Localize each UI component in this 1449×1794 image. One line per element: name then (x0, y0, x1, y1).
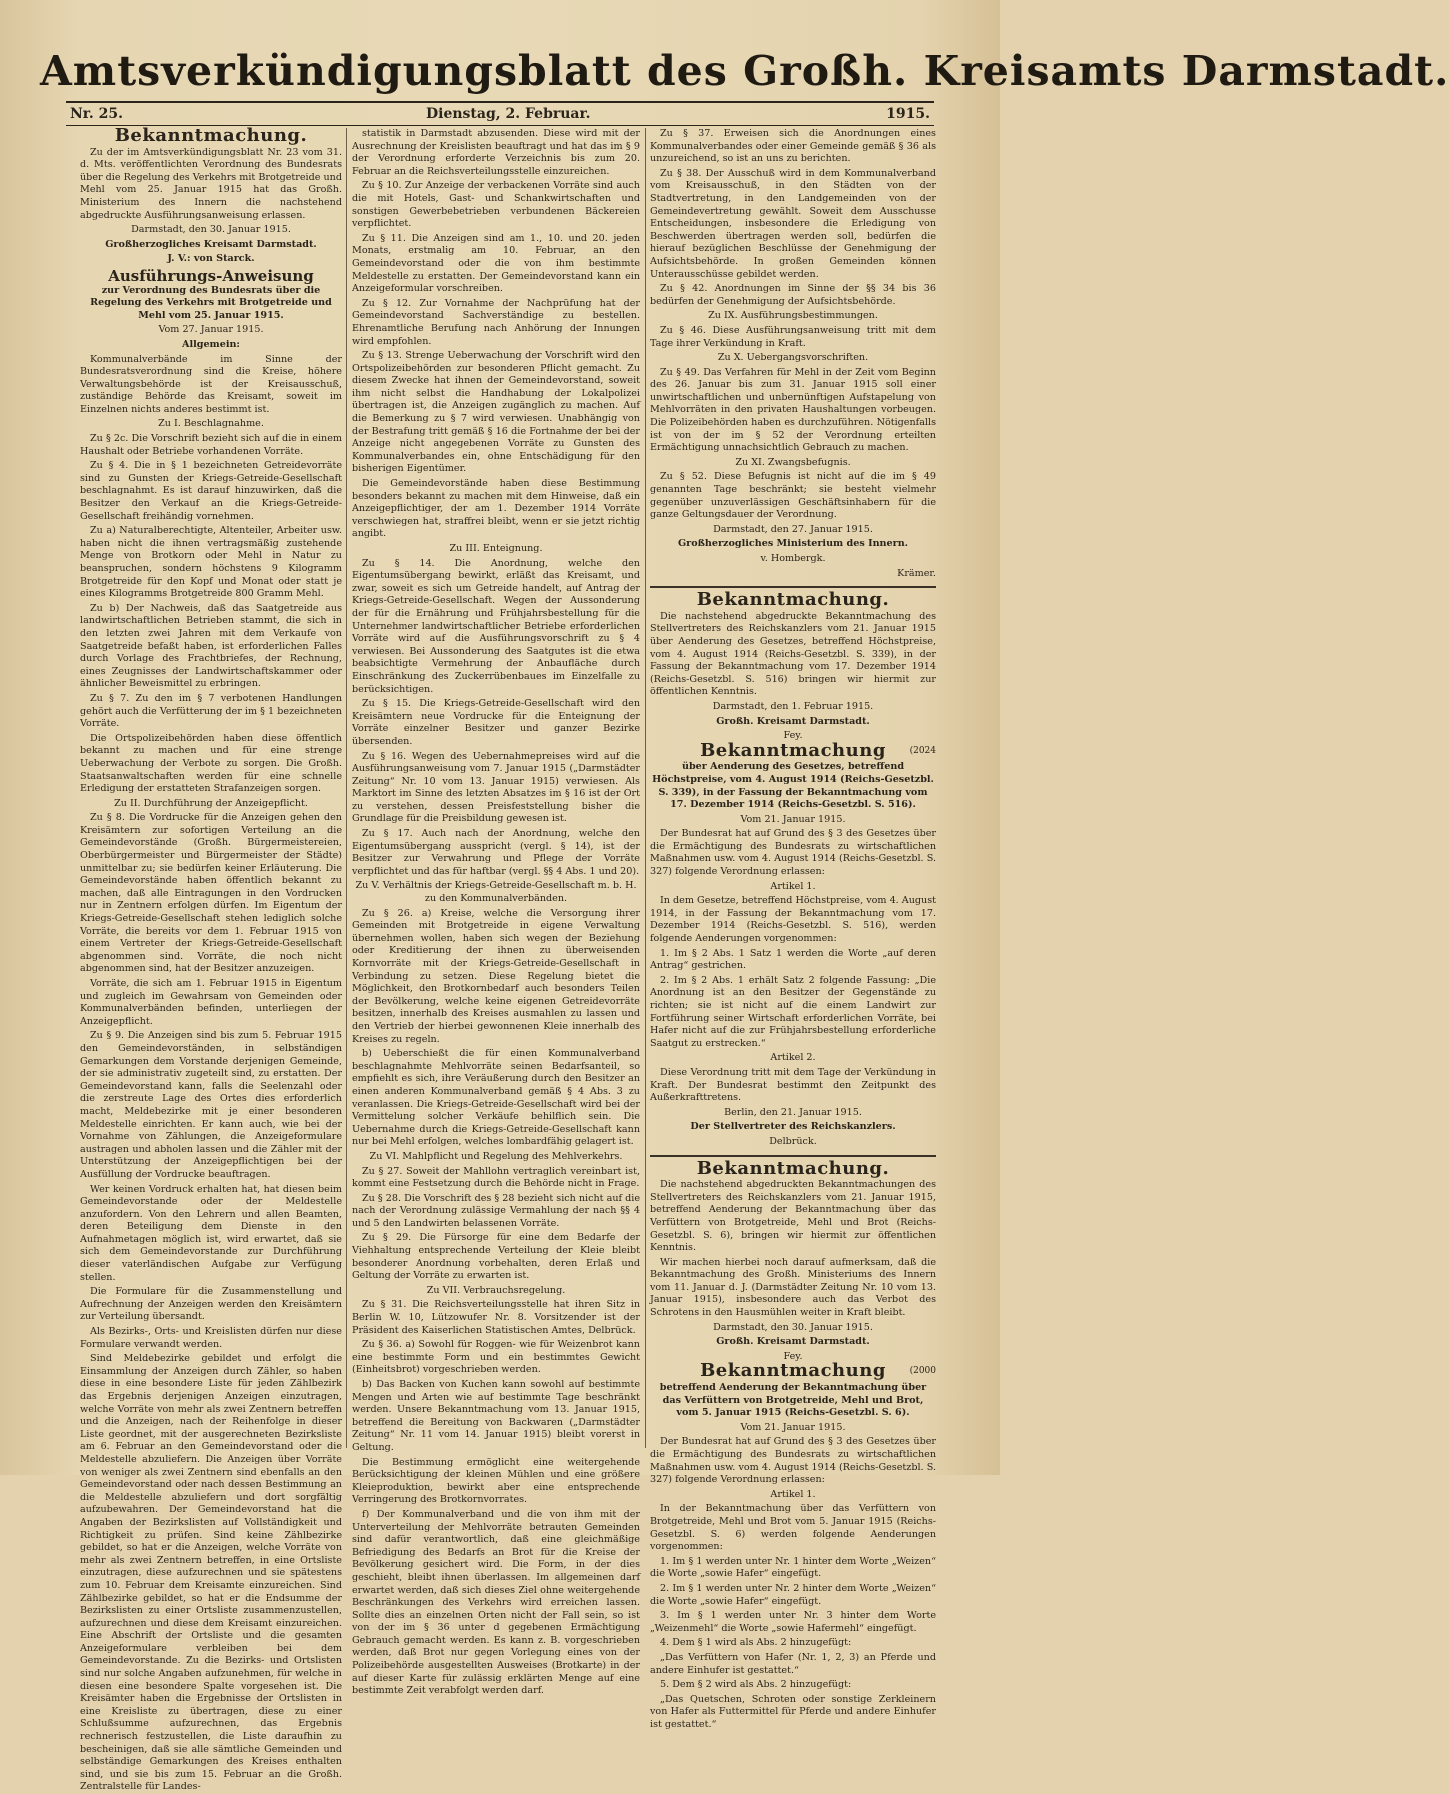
signer: J. V.: von Starck. (167, 253, 255, 265)
column-1 (80, 125, 342, 1793)
paragraph: 4. Dem § 1 wird als Abs. 2 hinzugefügt: (660, 1637, 852, 1649)
paragraph: Zu § 29. Die Fürsorge für eine dem Bedarfe der Viehhaltung entsprechende Verteilung der Kleie bleibt besonderer Anordnung vorbehalten, deren Erlaß und Geltung der Vorräte zu erwarten ist. (352, 1232, 640, 1282)
paragraph: „Das Verfüttern von Hafer (Nr. 1, 2, 3) an Pferde und andere Einhufer ist gestattet.“ (650, 1651, 936, 1676)
issue-date-bar (66, 101, 934, 126)
notice-heading: Bekanntmachung. (696, 1157, 890, 1179)
date-line: Berlin, den 21. Januar 1915. (724, 1106, 862, 1118)
paragraph: 1. Im § 2 Abs. 1 Satz 1 werden die Worte „auf deren Antrag“ gestrichen. (650, 947, 936, 972)
signature: Der Stellvertreter des Reichskanzlers. (690, 1121, 896, 1133)
section-heading: Zu IX. Ausführungsbestimmungen. (708, 310, 878, 322)
issue-number: Nr. 25. (70, 106, 123, 122)
paragraph: „Das Quetschen, Schroten oder sonstige Zerkleinern von Hafer als Futtermittel für Pferde und andere Einhufer ist gestattet.“ (650, 1693, 936, 1730)
paragraph: b) Das Backen von Kuchen kann sowohl auf bestimmte Mengen und Arten wie auf bestimmte Tage beschränkt werden. Unsere Bekanntmachung vom 13. Januar 1915, betreffend die Bereitung von Backwaren („Darmstädter Zeitung“ Nr. 11 vom 14. Januar 1915) bleibt vorerst in Geltung. (352, 1379, 640, 1453)
paragraph: Zu § 37. Erweisen sich die Anordnungen eines Kommunalverbandes oder einer Gemeinde gemäß § 36 als unzureichend, so ist an uns zu berichten. (650, 128, 936, 165)
signer: Fey. (783, 730, 803, 742)
signer: Delbrück. (769, 1135, 817, 1147)
paragraph: Wer keinen Vordruck erhalten hat, hat diesen beim Gemeindevorstande oder der Meldestelle anzufordern. Von den Lehrern und allen Beamten, deren Beteiligung dem Dienste in den Aufnahmetagen möglich ist, wird erwartet, daß sie sich dem Gemeindevorstande zur Durchführung dieser vaterländischen Aufgabe zur Verfügung stellen. (80, 1183, 342, 1283)
paragraph: Zu § 2c. Die Vorschrift bezieht sich auf die in einem Haushalt oder Betriebe vorhandenen Vorräte. (80, 433, 342, 457)
signature: Großh. Kreisamt Darmstadt. (716, 1336, 870, 1348)
paragraph: f) Der Kommunalverband und die von ihm mit der Unterverteilung der Mehlvorräte betrauten Gemeinden sind dafür verantwortlich, daß eine gleichmäßige Befriedigung des Bedarfs an Brot für die Kreise der Bevölkerung gesichert wird. Die Form, in der dies geschieht, bleibt ihnen überlassen. Im allgemeinen darf erwartet werden, daß sich dieses Ziel ohne weitergehende Beschränkungen des Verkehrs wird erreichen lassen. Sollte dies an einzelnen Orten nicht der Fall sein, so ist von der im § 36 unter d gegebenen Ermächtigung Gebrauch gemacht werden. Es kann z. B. vorgeschrieben werden, daß Brot nur gegen Vorlegung eines von der Polizeibehörde ausgestellten Ausweises (Brotkarte) in der auf dieser Karte für zulässig erklärten Menge auf eine bestimmte Zeit verabfolgt werden darf. (352, 1508, 640, 1697)
paragraph: Zu § 28. Die Vorschrift des § 28 bezieht sich nicht auf die nach der Verordnung zulässige Vermahlung der nach §§ 4 und 5 den Landwirten belassenen Vorräte. (352, 1192, 640, 1229)
notice-heading-row (650, 1360, 936, 1382)
paragraph: Zu § 31. Die Reichsverteilungsstelle hat ihren Sitz in Berlin W. 10, Lützowufer Nr. 8. Vorsitzender ist der Präsident des Kaiserlichen Statistischen Amtes, Delbrück. (352, 1299, 640, 1336)
paragraph: Vorräte, die sich am 1. Februar 1915 in Eigentum und zugleich im Gewahrsam von Gemeinden oder Kommunalverbänden befinden, unterliegen der Anzeigepflicht. (80, 978, 342, 1027)
issue-year: 1915. (886, 106, 930, 122)
paragraph: Die nachstehend abgedruckte Bekanntmachung des Stellvertreters des Reichskanzlers vom 21. Januar 1915 über Aenderung des Gesetzes, betreffend Höchstpreise, vom 4. August 1914 (Reichs-Gesetzbl. S. 339), in der Fassung der Bekanntmachung vom 17. Dezember 1914 (Reichs-Gesetzbl. S. 516) bringen wir hiermit zur öffentlichen Kenntnis. (650, 610, 936, 698)
paragraph: Zu § 38. Der Ausschuß wird in dem Kommunalverband vom Kreisausschuß, in den Städten von der Stadtvertretung, in den Landgemeinden von der Gemeindevertretung gewählt. Soweit dem Ausschusse Entscheidungen, insbesondere die Erledigung von Beschwerden übertragen werden soll, bedürfen die hierauf bezüglichen Beschlüsse der Genehmigung der Aufsichtsbehörde. In großen Gemeinden können Unterausschüsse gebildet werden. (650, 167, 936, 280)
paragraph: Zu § 15. Die Kriegs-Getreide-Gesellschaft wird den Kreisämtern neue Vordrucke für die Enteignung der Vorräte einzelner Besitzer und ganzer Bezirke übersenden. (352, 698, 640, 747)
column-divider (645, 128, 646, 1448)
paragraph: Zu § 11. Die Anzeigen sind am 1., 10. und 20. jeden Monats, erstmalig am 10. Februar, an den Gemeindevorstand oder die von ihm bestimmte Meldestelle zu erstatten. Der Gemeindevorstand kann ein Anzeigeformular vorschreiben. (352, 232, 640, 295)
paragraph: Zu b) Der Nachweis, daß das Saatgetreide aus landwirtschaftlichen Betrieben stammt, die sich in den letzten zwei Jahren mit dem Verkaufe von Saatgetreide befaßt haben, ist erforderlichen Falles durch Vorlage des Frachtbriefes, der Rechnung, eines Zeugnisses der Landwirtschaftskammer oder ähnlicher Beweismittel zu erbringen. (80, 602, 342, 690)
paragraph: Zu § 13. Strenge Ueberwachung der Vorschrift wird den Ortspolizeibehörden zur besonderen Pflicht gemacht. Zu diesem Zwecke hat ihnen der Gemeindevorstand, soweit ihm nicht selbst die Handhabung der Lokalpolizei übertragen ist, die Anzeigen zugänglich zu machen. Auf die Bemerkung zu § 7 wird verwiesen. Unabhängig von der Bestrafung tritt gemäß § 16 die Fortnahme der bei der Anzeige nicht angegebenen Vorräte zu Gunsten des Kommunalverbandes ein, ohne Entschädigung für den bisherigen Eigentümer. (352, 350, 640, 475)
signature: Großh. Kreisamt Darmstadt. (716, 715, 870, 727)
section-heading: Zu VI. Mahlpflicht und Regelung des Mehlverkehrs. (369, 1150, 623, 1162)
paragraph: 2. Im § 2 Abs. 1 erhält Satz 2 folgende Fassung: „Die Anordnung ist an den Besitzer der Gegenstände zu richten; sie ist nicht auf die einem Landwirt zur Fortführung seiner Wirtschaft erforderlichen Vorräte, bei Hafer nicht auf die zur Frühjahrsbestellung erforderliche Saatgut zu erstrecken.“ (650, 974, 936, 1049)
paragraph: Zu § 16. Wegen des Uebernahmepreises wird auf die Ausführungsanweisung vom 7. Januar 1915 („Darmstädter Zeitung“ Nr. 10 vom 13. Januar 1915) verwiesen. Als Marktort im Sinne des letzten Absatzes im § 16 ist der Ort zu verstehen, dessen Preisfeststellung bisher die Grundlage für die Preisbildung gewesen ist. (352, 750, 640, 825)
notice-heading: Bekanntmachung (700, 1360, 886, 1382)
paragraph: Zu § 26. a) Kreise, welche die Versorgung ihrer Gemeinden mit Brotgetreide in eigene Verwaltung übernehmen wollen, haben sich wegen der Beziehung oder Kreditierung der ihnen zu überweisenden Kornvorräte mit der Kriegs-Getreide-Gesellschaft in Verbindung zu setzen. Diese Regelung bietet die Möglichkeit, den Brotkornbedarf auch besonders Teilen der Bevölkerung, welche keine eigenen Getreidevorräte besitzen, innerhalb des Kreises ausmahlen zu lassen und den Vertrieb der hierbei gewonnenen Kleie innerhalb des Kreises zu regeln. (352, 907, 640, 1045)
paragraph: Die nachstehend abgedruckten Bekanntmachungen des Stellvertreters des Reichskanzlers vom 21. Januar 1915, betreffend Aenderung der Bekanntmachung über das Verfüttern von Brotgetreide, Mehl und Brot (Reichs-Gesetzbl. S. 6), bringen wir hiermit zur öffentlichen Kenntnis. (650, 1179, 936, 1254)
paragraph: Wir machen hierbei noch darauf aufmerksam, daß die Bekanntmachung des Großh. Ministeriums des Innern vom 11. Januar d. J. (Darmstädter Zeitung Nr. 10 vom 13. Januar 1915), insbesondere auch das Verbot des Schrotens in den Hausmühlen weiter in Kraft bleibt. (650, 1256, 936, 1319)
paragraph: Kommunalverbände im Sinne der Bundesratsverordnung sind die Kreise, höhere Verwaltungsbehörde ist der Kreisausschuß, zuständige Behörde das Kreisamt, soweit im Einzelnen nichts anderes bestimmt ist. (80, 353, 342, 415)
paragraph: Zu § 14. Die Anordnung, welche den Eigentumsübergang bewirkt, erläßt das Kreisamt, und zwar, soweit es sich um Getreide handelt, auf Antrag der Kriegs-Getreide-Gesellschaft. Wegen der Aussonderung der für die Ernährung und Frühjahrsbestellung für die Unternehmer landwirtschaftlicher Betriebe erforderlichen Vorräte wird auf die Ausführungsvorschrift zu § 4 verwiesen. Bei Aussonderung des Saatgutes ist die etwa beabsichtigte Vermehrung der Anbaufläche durch Einschränkung des Zuckerrübenbaues im Einzelfalle zu berücksichtigen. (352, 557, 640, 695)
paragraph: statistik in Darmstadt abzusenden. Diese wird mit der Ausrechnung der Kreislisten beauftragt und hat das im § 9 der Verordnung erforderte Verzeichnis bis zum 20. Februar an die Reichsverteilungsstelle einzureichen. (352, 128, 640, 177)
masthead-title: Amtsverkündigungsblatt des Großh. Kreisamts Darmstadt. (40, 47, 1449, 95)
sub-intro: zur Verordnung des Bundesrats über die Regelung des Verkehrs mit Brotgetreide und Mehl vom 25. Januar 1915. (90, 284, 332, 321)
paragraph: Zu der im Amtsverkündigungsblatt Nr. 23 vom 31. d. Mts. veröffentlichten Verordnung des Bundesrats über die Regelung des Verkehrs mit Brotgetreide und Mehl vom 25. Januar 1915 hat das Großh. Ministerium des Innern die nachstehend abgedruckte Ausführungsanweisung erlassen. (80, 146, 342, 221)
paragraph: In dem Gesetze, betreffend Höchstpreise, vom 4. August 1914, in der Fassung der Bekanntmachung vom 17. Dezember 1914 (Reichs-Gesetzbl. S. 516), werden folgende Aenderungen vorgenommen: (650, 895, 936, 945)
paragraph: Die Gemeindevorstände haben diese Bestimmung besonders bekannt zu machen mit dem Hinweise, daß ein Anzeigepflichtiger, der am 1. Dezember 1914 Vorräte verschwiegen hat, straffrei bleibt, wenn er sie jetzt richtig angibt. (352, 478, 640, 540)
date-line: Vom 21. Januar 1915. (740, 1421, 846, 1433)
notice-number: (2024 (909, 745, 936, 756)
notice-heading: Bekanntmachung. (696, 589, 890, 611)
section-heading: Zu X. Uebergangsvorschriften. (717, 352, 869, 364)
paragraph: Zu § 10. Zur Anzeige der verbackenen Vorräte sind auch die mit Hotels, Gast- und Schankwirtschaften und sonstigen Gewerbebetrieben verbundenen Bäckereien verpflichtet. (352, 180, 640, 230)
paragraph: Die Formulare für die Zusammenstellung und Aufrechnung der Anzeigen werden den Kreisämtern zur Verteilung übersandt. (80, 1286, 342, 1323)
paragraph: Zu § 27. Soweit der Mahllohn vertraglich vereinbart ist, kommt eine Festsetzung durch die Behörde nicht in Frage. (352, 1165, 640, 1190)
sub-heading: Ausführungs-Anweisung (108, 266, 314, 285)
paragraph: Sind Meldebezirke gebildet und erfolgt die Einsammlung der Anzeigen durch Zähler, so haben diese in eine besondere Liste für jeden Zählbezirk das Ergebnis derjenigen Anzeigen einzutragen, welche Vorräte von mehr als zwei Zentnern betreffen und die Anzeigen, nach der Reihenfolge in dieser Liste geordnet, mit der ausgerechneten Bezirksliste am 6. Februar an den Gemeindevorstand oder die Meldestelle abzuliefern. Die Anzeigen über Vorräte von weniger als zwei Zentnern sind ebenfalls an den Gemeindevorstand oder nach dessen Bestimmung an die Meldestelle abzuliefern und dort sorgfältig aufzubewahren. Der Gemeindevorstand hat die Angaben der Bezirkslisten auf Vollständigkeit und Richtigkeit zu prüfen. Sind keine Zählbezirke gebildet, so hat er die Anzeigen, welche Vorräte von mehr als zwei Zentnern betreffen, in eine Ortsliste einzutragen, diese aufzurechnen und sie spätestens zum 10. Februar dem Kreisamte einzureichen. Sind Zählbezirke gebildet, so hat er die Endsumme der Bezirkslisten zu einer Ortsliste zusammenzustellen, aufzurechnen und diese dem Kreisamt einzureichen. Eine Abschrift der Ortsliste und die gesamten Anzeigeformulare verbleiben bei dem Gemeindevorstande. Zu die Bezirks- und Ortslisten sind nur solche Angaben aufzunehmen, für welche in diesen eine besondere Spalte vorgesehen ist. Die Kreisämter haben die Ergebnisse der Ortslisten in eine Kreisliste zu übertragen, diese zu einer Schlußsumme aufzurechnen, das Ergebnis rechnerisch festzustellen, die Liste daraufhin zu bescheinigen, daß sie alle sämtliche Gemeinden und selbständige Gemarkungen des Kreises enthalten sind, und sie bis zum 15. Februar an die Großh. Zentralstelle für Landes- (80, 1353, 342, 1793)
issue-date: Dienstag, 2. Februar. (426, 106, 591, 122)
section-heading: Zu VII. Verbrauchsregelung. (426, 1284, 566, 1296)
section-heading: Zu III. Enteignung. (449, 543, 543, 554)
section-heading: Zu I. Beschlagnahme. (158, 418, 264, 430)
paragraph: Zu § 9. Die Anzeigen sind bis zum 5. Februar 1915 den Gemeindevorständen, in selbständigen Gemarkungen dem Vorstande derjenigen Gemeinde, der sie administrativ zugeteilt sind, zu erstatten. Der Gemeindevorstand kann, falls die Seelenzahl oder die zerstreute Lage des Ortes dies erforderlich macht, Meldebezirke mit je einer besonderen Meldestelle einrichten. Er kann auch, wie bei der Vornahme von Zählungen, die Anzeigeformulare austragen und abholen lassen und die Zähler mit der Unterstützung der Anzeigepflichtigen bei der Ausfüllung der Vordrucke beauftragen. (80, 1030, 342, 1180)
article-heading: Artikel 2. (770, 1052, 816, 1064)
signer: Fey. (783, 1350, 803, 1362)
section-divider (650, 1155, 936, 1157)
paragraph: Zu a) Naturalberechtigte, Altenteiler, Arbeiter usw. haben nicht die ihnen vertragsmäßig zustehende Menge von Brotkorn oder Mehl in Natur zu beanspruchen, sondern höchstens 9 Kilogramm Brotgetreide für den Kopf und Monat oder statt je eines Kilogramms Brotgetreide 800 Gramm Mehl. (80, 525, 342, 600)
section-heading: Allgemein: (182, 338, 240, 350)
column-3 (650, 128, 936, 1730)
paragraph: Zu § 12. Zur Vornahme der Nachprüfung hat der Gemeindevorstand Sachverständige zu bestellen. Ehrenamtliche Berufung nach Anhörung der Innungen wird empfohlen. (352, 297, 640, 347)
paragraph: 2. Im § 1 werden unter Nr. 2 hinter dem Worte „Weizen“ die Worte „sowie Hafer“ eingefügt. (650, 1582, 936, 1607)
signer: Krämer. (897, 567, 936, 579)
column-2 (352, 128, 640, 1697)
paragraph: Zu § 4. Die in § 1 bezeichneten Getreidevorräte sind zu Gunsten der Kriegs-Getreide-Gesellschaft beschlagnahmt. Es ist darauf hinzuwirken, daß die Besitzer den Verkauf an die Kriegs-Getreide-Gesellschaft freihändig vornehmen. (80, 460, 342, 522)
paragraph: Zu § 42. Anordnungen im Sinne der §§ 34 bis 36 bedürfen der Genehmigung der Aufsichtsbehörde. (650, 283, 936, 307)
signature: Großherzogliches Kreisamt Darmstadt. (105, 238, 317, 250)
paragraph: Zu § 36. a) Sowohl für Roggen- wie für Weizenbrot kann eine bestimmte Form und ein bestimmtes Gewicht (Einheitsbrot) vorgeschrieben werden. (352, 1339, 640, 1376)
paragraph: In der Bekanntmachung über das Verfüttern von Brotgetreide, Mehl und Brot vom 5. Januar 1915 (Reichs-Gesetzbl. S. 6) werden folgende Aenderungen vorgenommen: (650, 1503, 936, 1553)
date-line: Vom 21. Januar 1915. (740, 813, 846, 825)
section-heading: Zu XI. Zwangsbefugnis. (735, 456, 851, 468)
paragraph: Zu § 8. Die Vordrucke für die Anzeigen gehen den Kreisämtern zur sofortigen Verteilung an die Gemeindevorstände (Großh. Bürgermeistereien, Oberbürgermeister und Bürgermeister der Städte) unmittelbar zu; sie bedürfen keiner Erläuterung. Die Gemeindevorstände haben öffentlich bekannt zu machen, daß alle Eintragungen in den Vordrucken nur in Zentnern erfolgen dürfen. Im Eigentum der Kriegs-Getreide-Gesellschaft stehen lediglich solche Vorräte, die bereits vor dem 1. Februar 1915 von einem Vertreter der Kriegs-Getreide-Gesellschaft abgenommen sind. Vorräte, die noch nicht abgenommen sind, hat der Besitzer anzuzeigen. (80, 812, 342, 975)
signature: Großherzogliches Ministerium des Innern. (677, 538, 909, 550)
paragraph: Zu § 46. Diese Ausführungsanweisung tritt mit dem Tage ihrer Verkündung in Kraft. (650, 324, 936, 349)
section-heading: Zu V. Verhältnis der Kriegs-Getreide-Gesellschaft m. b. H. zu den Kommunalverbänden. (355, 880, 637, 905)
notice-heading: Bekanntmachung (700, 739, 886, 761)
notice-heading-row (650, 739, 936, 761)
notice-subject: betreffend Aenderung der Bekanntmachung über das Verfüttern von Brotgetreide, Mehl und Brot, vom 5. Januar 1915 (Reichs-Gesetzbl. S. 6). (659, 1382, 927, 1419)
article-heading: Artikel 1. (770, 880, 816, 892)
paragraph: Die Bestimmung ermöglicht eine weitergehende Berücksichtigung der kleinen Mühlen und eine größere Kleieproduktion, bewirkt aber eine entsprechende Verringerung des Brotkornvorrates. (352, 1456, 640, 1506)
date-line: Darmstadt, den 1. Februar 1915. (712, 700, 874, 712)
paragraph: Als Bezirks-, Orts- und Kreislisten dürfen nur diese Formulare verwandt werden. (80, 1326, 342, 1350)
paragraph: Zu § 17. Auch nach der Anordnung, welche den Eigentumsübergang ausspricht (vergl. § 14), ist der Besitzer zur Verwahrung und Pflege der Vorräte verpflichtet und das für haftbar (vergl. §§ 4 Abs. 1 und 20). (352, 828, 640, 877)
paragraph: Zu § 52. Diese Befugnis ist nicht auf die im § 49 genannten Tage beschränkt; sie besteht vielmehr gegenüber unzuverlässigen Geschäftsinhabern für die ganze Geltungsdauer der Verordnung. (650, 471, 936, 521)
paragraph: Zu § 7. Zu den im § 7 verbotenen Handlungen gehört auch die Verfütterung der im § 1 bezeichneten Vorräte. (80, 692, 342, 730)
notice-number: (2000 (909, 1366, 936, 1377)
paragraph: Der Bundesrat hat auf Grund des § 3 des Gesetzes über die Ermächtigung des Bundesrats zu wirtschaftlichen Maßnahmen usw. vom 4. August 1914 (Reichs-Gesetzbl. S. 327) folgende Verordnung erlassen: (650, 828, 936, 878)
sub-date: Vom 27. Januar 1915. (158, 324, 264, 336)
paragraph: 3. Im § 1 werden unter Nr. 3 hinter dem Worte „Weizenmehl“ die Worte „sowie Hafermehl“ eingefügt. (650, 1610, 936, 1634)
column-divider (346, 128, 347, 1448)
signer: v. Hombergk. (760, 553, 826, 564)
section-heading: Zu II. Durchführung der Anzeigepflicht. (114, 797, 308, 809)
paragraph: b) Ueberschießt die für einen Kommunalverband beschlagnahmte Mehlvorräte seinen Bedarfsanteil, so empfiehlt es sich, ihre Veräußerung durch den Besitzer an einen anderen Kommunalverband gemäß § 4 Abs. 3 zu veranlassen. Die Kriegs-Getreide-Gesellschaft wird bei der Vermittelung solcher Verkäufe behilflich sein. Die Uebernahme durch die Kriegs-Getreide-Gesellschaft kann nur bei Mehl erfolgen, welches lombardfähig gelagert ist. (352, 1048, 640, 1148)
date-line: Darmstadt, den 30. Januar 1915. (713, 1321, 873, 1333)
paragraph: Diese Verordnung tritt mit dem Tage der Verkündung in Kraft. Der Bundesrat bestimmt den Zeitpunkt des Außerkrafttretens. (650, 1066, 936, 1104)
notice-subject: über Aenderung des Gesetzes, betreffend Höchstpreise, vom 4. August 1914 (Reichs-Gesetzbl. S. 339), in der Fassung der Bekanntmachung vom 17. Dezember 1914 (Reichs-Gesetzbl. S. 516). (652, 761, 934, 811)
date-line: Darmstadt, den 27. Januar 1915. (713, 523, 873, 535)
paragraph: 1. Im § 1 werden unter Nr. 1 hinter dem Worte „Weizen“ die Worte „sowie Hafer“ eingefügt. (650, 1555, 936, 1580)
paragraph: 5. Dem § 2 wird als Abs. 2 hinzugefügt: (660, 1679, 852, 1691)
paragraph: Die Ortspolizeibehörden haben diese öffentlich bekannt zu machen und für eine strenge Ueberwachung der Verbote zu sorgen. Die Großh. Staatsanwaltschaften werden für eine schnelle Erledigung der erstatteten Strafanzeigen sorgen. (80, 732, 342, 795)
date-line: Darmstadt, den 30. Januar 1915. (131, 224, 291, 236)
paragraph: Der Bundesrat hat auf Grund des § 3 des Gesetzes über die Ermächtigung des Bundesrats zu wirtschaftlichen Maßnahmen usw. vom 4. August 1914 (Reichs-Gesetzbl. S. 327) folgende Verordnung erlassen: (650, 1436, 936, 1486)
notice-heading: Bekanntmachung. (114, 125, 308, 146)
section-divider (650, 586, 936, 588)
paragraph: Zu § 49. Das Verfahren für Mehl in der Zeit vom Beginn des 26. Januar bis zum 31. Januar 1915 soll einer unwirtschaftlichen und unbernünftigen Aufstapelung von Mehlvorräten in den privaten Haushaltungen vorbeugen. Die Polizeibehörden haben es durchzuführen. Nötigenfalls ist von der im § 52 der Verordnung erteilten Ermächtigung unnachsichtlich Gebrauch zu machen. (650, 366, 936, 454)
article-heading: Artikel 1. (770, 1488, 816, 1500)
